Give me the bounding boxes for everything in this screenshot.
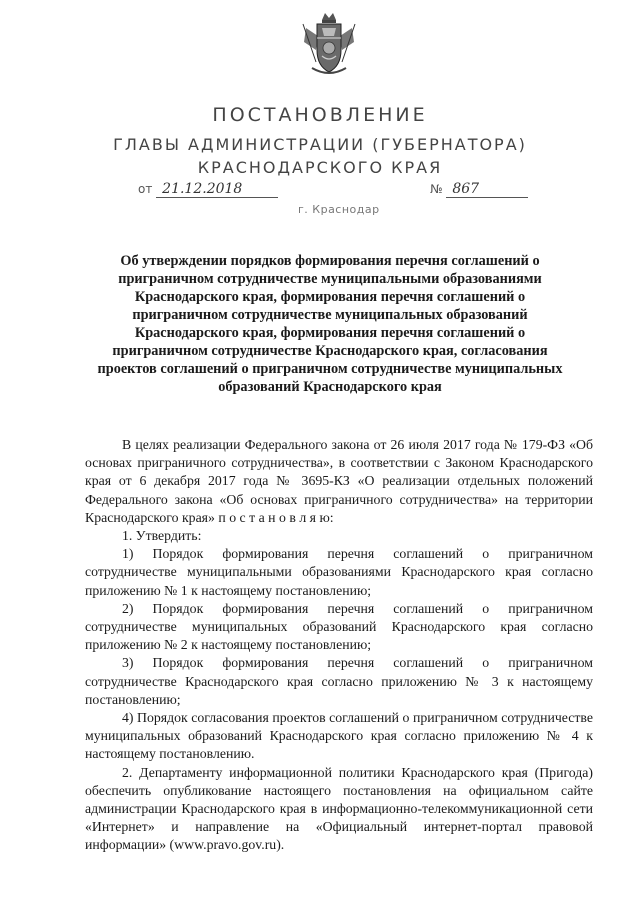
- document-type-heading: ПОСТАНОВЛЕНИЕ: [212, 104, 428, 126]
- number-value: 867: [446, 181, 528, 198]
- subitem-1: 1) Порядок формирования перечня соглашений о приграничном сотрудничестве муниципальными образованиями Краснодарского края согласно приложению № 1 к настоящему постановлению;: [85, 546, 593, 598]
- date-prefix: от: [138, 182, 153, 196]
- number-field: [430, 181, 528, 198]
- item-1: 1. Утвердить:: [122, 528, 202, 544]
- title-line: приграничном сотрудничестве муниципальных образований: [132, 307, 528, 323]
- number-prefix: №: [430, 182, 443, 196]
- date-value: 21.12.2018: [156, 181, 278, 198]
- title-line: приграничном сотрудничестве муниципальными образованиями: [118, 271, 542, 287]
- issuer-heading: ГЛАВЫ АДМИНИСТРАЦИИ (ГУБЕРНАТОРА): [113, 135, 527, 154]
- document-body: [85, 436, 593, 855]
- title-line: Краснодарского края, формирования перечня соглашений о: [134, 325, 526, 341]
- title-line: Об утверждении порядков формирования перечня соглашений о: [120, 253, 540, 269]
- city-label: г. Краснодар: [298, 203, 380, 216]
- document-title: [95, 252, 565, 396]
- title-line: проектов соглашений о приграничном сотрудничестве муниципальных: [97, 361, 563, 377]
- region-heading: КРАСНОДАРСКОГО КРАЯ: [197, 158, 443, 177]
- subitem-2: 2) Порядок формирования перечня соглашений о приграничном сотрудничестве муниципальных образований Краснодарского края согласно приложению № 2 к настоящему постановлению;: [85, 600, 593, 653]
- title-line: Краснодарского края, формирования перечня соглашений о: [134, 289, 526, 305]
- subitem-3: 3) Порядок формирования перечня соглашений о приграничном сотрудничестве Краснодарского края согласно приложению № 3 к настоящему постановлению;: [85, 655, 593, 707]
- title-line: образований Краснодарского края: [218, 379, 442, 395]
- intro-paragraph: В целях реализации Федерального закона от 26 июля 2017 года № 179-ФЗ «Об основах приграничного сотрудничества», в соответствии с Законом Краснодарского края от 6 декабря 2017 года № 3695-КЗ «О реализации отдельных положений Федерального закона «Об основах приграничного сотрудничества» на территории Краснодарского края» п о с т а н о в л я ю:: [85, 437, 593, 525]
- subitem-4: 4) Порядок согласования проектов соглашений о приграничном сотрудничестве муниципальных образований Краснодарского края согласно приложению № 4 к настоящему постановлению.: [85, 710, 593, 762]
- coat-of-arms-emblem: [300, 10, 358, 78]
- title-line: приграничном сотрудничестве Краснодарского края, согласования: [112, 343, 548, 359]
- date-field: [138, 181, 278, 198]
- item-2: 2. Департаменту информационной политики Краснодарского края (Пригода) обеспечить опубликование настоящего постановления на официальном сайте администрации Краснодарского края в информационно-телекоммуникационной сети «Интернет» и направление на «Официальный интернет-портал правовой информации» (www.pravo.gov.ru).: [85, 764, 593, 853]
